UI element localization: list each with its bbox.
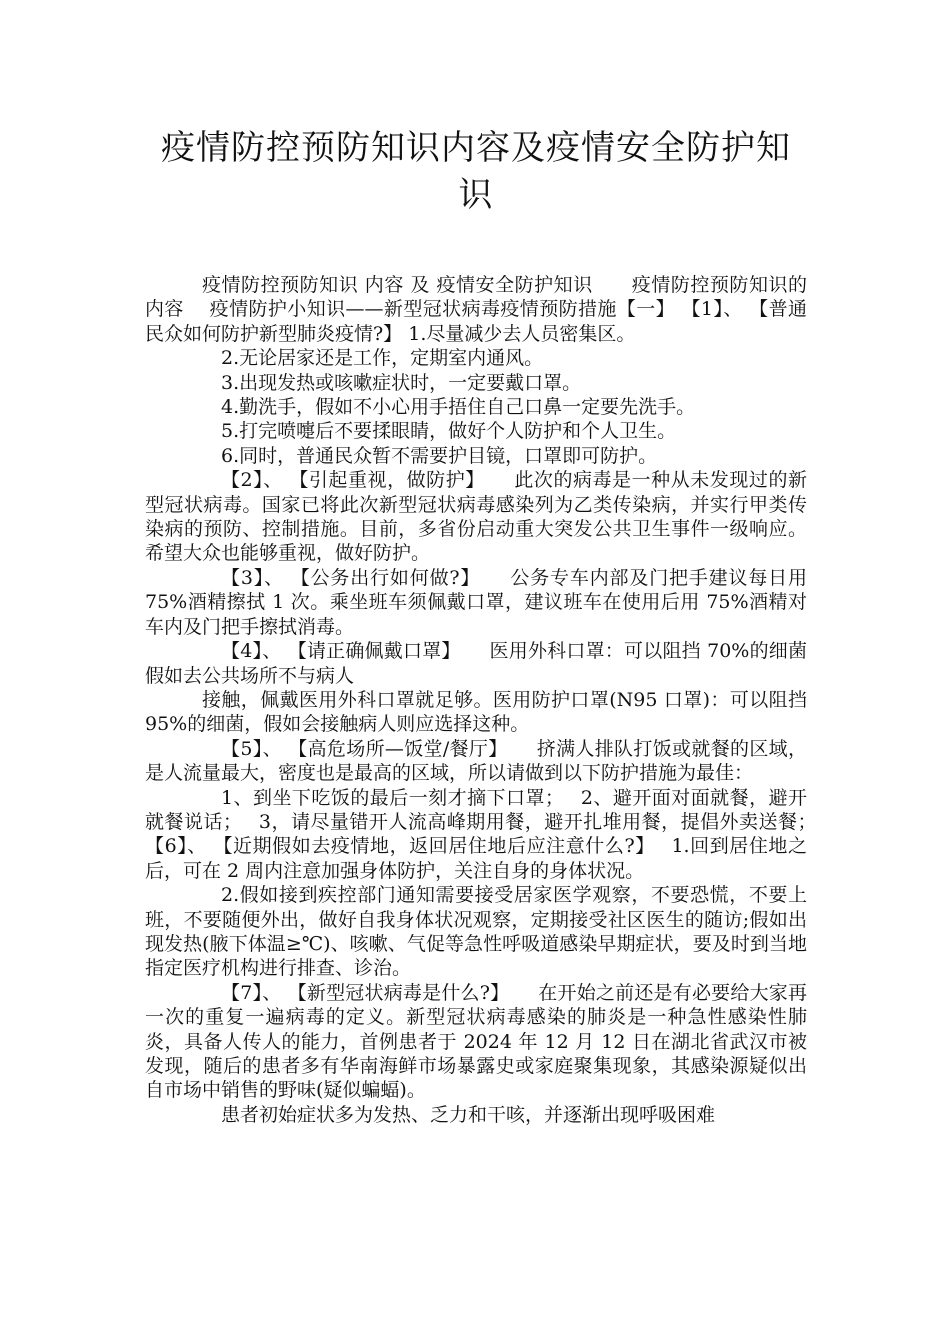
paragraph-section-4-cont: 接触，佩戴医用外科口罩就足够。医用防护口罩(N95 口罩)：可以阻挡 95%的细菌，假如会接触病人则应选择这种。: [145, 688, 807, 736]
paragraph-item-4: 4.勤洗手，假如不小心用手捂住自己口鼻一定要先洗手。: [221, 396, 696, 419]
paragraph-item-3: 3.出现发热或咳嗽症状时，一定要戴口罩。: [221, 371, 582, 394]
paragraph-item-6: 6.同时，普通民众暂不需要护目镜，口罩即可防护。: [221, 444, 658, 467]
paragraph-item-5: 5.打完喷嚏后不要揉眼睛，做好个人防护和个人卫生。: [221, 420, 677, 443]
paragraph-section-4: 【4】、 【请正确佩戴口罩】 医用外科口罩：可以阻挡 70%的细菌假如去公共场所不与病人: [145, 640, 807, 687]
document-title: 疫情防控预防知识内容及疫情安全防护知识: [161, 128, 791, 215]
paragraph-section-7: 【7】、 【新型冠状病毒是什么?】 在开始之前还是有必要给大家再一次的重复一遍病毒的定义。新型冠状病毒感染的肺炎是一种急性感染性肺炎，具备人传人的能力，首例患者于 2024 年 12 月 12 日在湖北省武汉市被发现，随后的患者多有华南海鲜市场暴露史或家庭聚集现象，其感染源疑似出自市场中销售的野味(疑似蝙蝠)。: [145, 981, 807, 1102]
paragraph-section-2: 【2】、 【引起重视，做防护】 此次的病毒是一种从未发现过的新型冠状病毒。国家已将此次新型冠状病毒感染列为乙类传染病，并实行甲类传染病的预防、控制措施。目前，多省份启动重大突发公共卫生事件一级响应。希望大众也能够重视，做好防护。: [145, 469, 807, 565]
paragraph-intro: 疫情防控预防知识 内容 及 疫情安全防护知识 疫情防控预防知识的内容 疫情防护小知识——新型冠状病毒疫情预防措施【一】 【1】、 【普通民众如何防护新型肺炎疫情?】 1.尽量减少去人员密集区。: [145, 274, 807, 345]
paragraph-section-6-cont: 2.假如接到疾控部门通知需要接受居家医学观察，不要恐慌，不要上班，不要随便外出，做好自我身体状况观察，定期接受社区医生的随访;假如出现发热(腋下体温≥℃)、咳嗽、气促等急性呼吸道感染早期症状，要及时到当地指定医疗机构进行排查、诊治。: [145, 884, 807, 980]
paragraph-section-5-6: 1、到坐下吃饭的最后一刻才摘下口罩； 2、避开面对面就餐，避开就餐说话； 3，请尽量错开人流高峰期用餐，避开扎堆用餐，提倡外卖送餐； 【6】、 【近期假如去疫情地，返回居住地后应注意什么?】 1.回到居住地之后，可在 2 周内注意加强身体防护，关注自身的身体状况。: [145, 786, 833, 882]
paragraph-symptoms: 患者初始症状多为发热、乏力和干咳，并逐渐出现呼吸困难: [221, 1103, 716, 1126]
document-body: [145, 273, 833, 1127]
document-page: [145, 125, 833, 1127]
paragraph-section-3: 【3】、 【公务出行如何做?】 公务专车内部及门把手建议每日用 75%酒精擦拭 1 次。乘坐班车须佩戴口罩，建议班车在使用后用 75%酒精对车内及门把手擦拭消毒。: [145, 566, 807, 638]
paragraph-item-2: 2.无论居家还是工作，定期室内通风。: [221, 347, 544, 370]
paragraph-section-5: 【5】、 【高危场所—饭堂/餐厅】 挤满人排队打饭或就餐的区域，是人流量最大，密度也是最高的区域，所以请做到以下防护措施为最佳：: [145, 737, 807, 785]
